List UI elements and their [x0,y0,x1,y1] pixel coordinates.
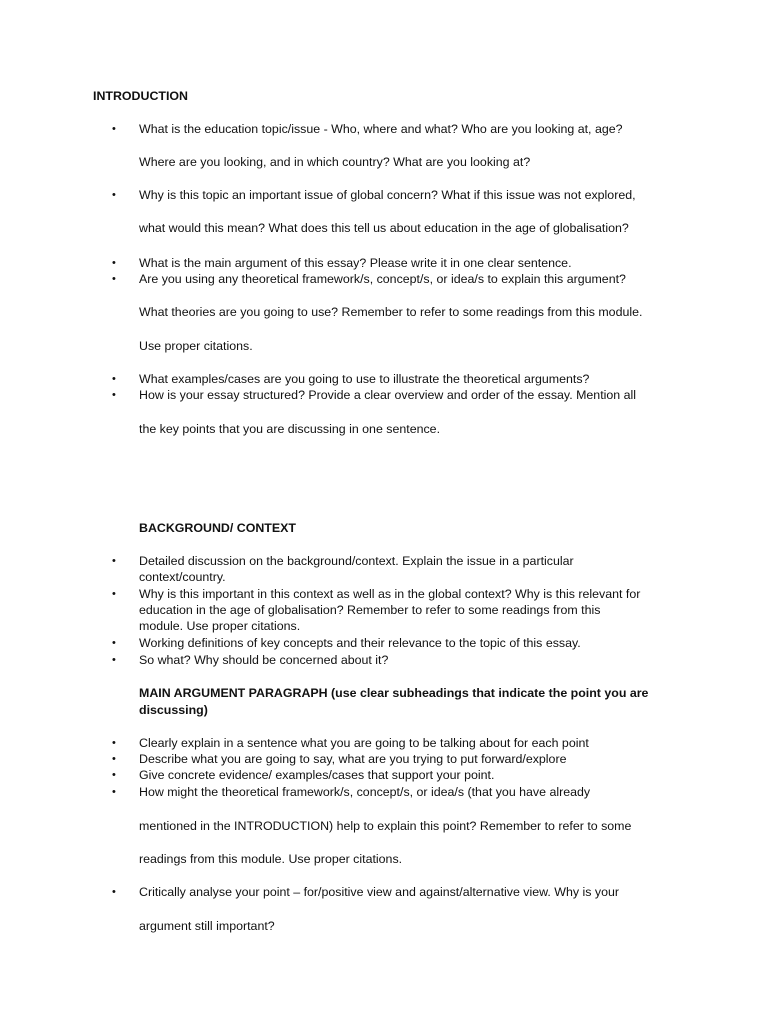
bullet-icon: • [112,886,116,898]
list-item-text: What is the main argument of this essay? Please write it in one clear sentence. [139,256,572,270]
list-item-text: How might the theoretical framework/s, concept/s, or idea/s (that you have already [139,785,591,799]
main-argument-heading [139,685,679,718]
list-item-text: How is your essay structured? Provide a clear overview and order of the essay. Mention all [139,388,637,402]
main-argument-heading-line: discussing) [139,702,208,717]
bullet-icon: • [112,769,116,781]
bullet-icon: • [112,637,116,649]
list-item-text: context/country. [139,570,226,584]
list-item-text: Use proper citations. [139,339,253,353]
list-item-text: what would this mean? What does this tell us about education in the age of globalisation? [139,221,629,235]
list-item-text: Detailed discussion on the background/context. Explain the issue in a particular [139,554,574,568]
list-item-text: Why is this topic an important issue of global concern? What if this issue was not explored, [139,188,636,202]
list-item-text: What is the education topic/issue - Who, where and what? Who are you looking at, age? [139,122,623,136]
bullet-icon: • [112,373,116,385]
bullet-icon: • [112,786,116,798]
bullet-icon: • [112,654,116,666]
list-item-text: module. Use proper citations. [139,619,301,633]
list-item-text: So what? Why should be concerned about it? [139,653,389,667]
list-item-text: Clearly explain in a sentence what you are going to be talking about for each point [139,736,589,750]
background-heading: BACKGROUND/ CONTEXT [139,521,296,535]
list-item-text: Working definitions of key concepts and their relevance to the topic of this essay. [139,636,581,650]
list-item-text: the key points that you are discussing in one sentence. [139,422,441,436]
list-item-text: mentioned in the INTRODUCTION) help to explain this point? Remember to refer to some [139,819,632,833]
list-item-text: Why is this important in this context as well as in the global context? Why is this relevant for [139,587,641,601]
list-item-text: education in the age of globalisation? Remember to refer to some readings from this [139,603,601,617]
list-item-text: What theories are you going to use? Remember to refer to some readings from this module. [139,305,643,319]
list-item-text: argument still important? [139,919,275,933]
main-argument-heading-line: MAIN ARGUMENT PARAGRAPH (use clear subheadings that indicate the point you are [139,686,649,700]
bullet-icon: • [112,753,116,765]
bullet-icon: • [112,273,116,285]
bullet-icon: • [112,189,116,201]
bullet-icon: • [112,737,116,749]
list-item-text: Describe what you are going to say, what are you trying to put forward/explore [139,752,567,766]
list-item-text: Critically analyse your point – for/positive view and against/alternative view. Why is your [139,885,620,899]
introduction-heading: INTRODUCTION [93,89,188,103]
list-item-text: readings from this module. Use proper citations. [139,852,403,866]
bullet-icon: • [112,389,116,401]
list-item-text: Give concrete evidence/ examples/cases that support your point. [139,768,495,782]
bullet-icon: • [112,588,116,600]
list-item-text: Where are you looking, and in which country? What are you looking at? [139,155,531,169]
bullet-icon: • [112,555,116,567]
bullet-icon: • [112,123,116,135]
list-item-text: What examples/cases are you going to use to illustrate the theoretical arguments? [139,372,590,386]
bullet-icon: • [112,257,116,269]
list-item-text: Are you using any theoretical framework/s, concept/s, or idea/s to explain this argument? [139,272,626,286]
